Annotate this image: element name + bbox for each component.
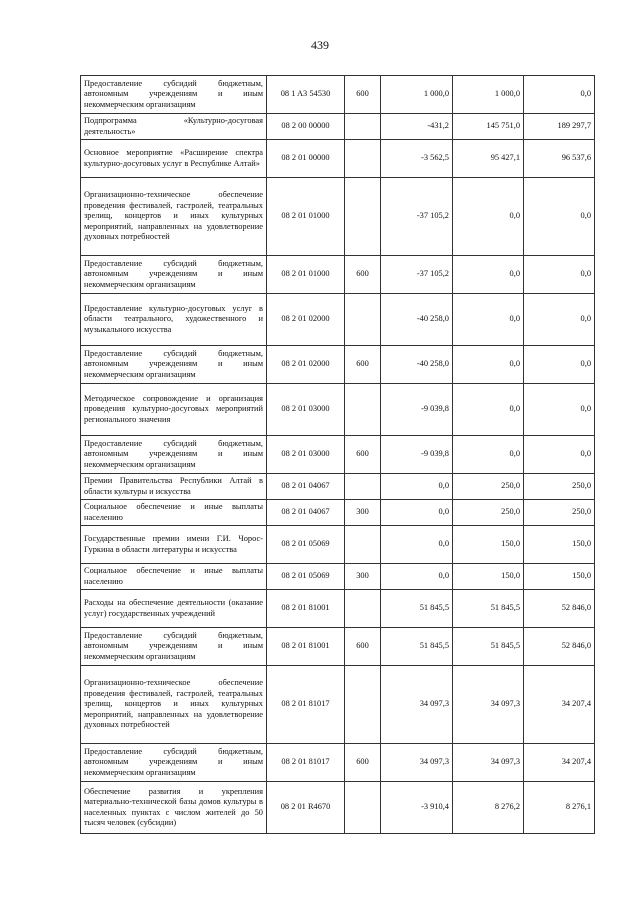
row-value-1: -3 562,5	[381, 140, 453, 178]
row-code: 08 2 01 81001	[267, 590, 345, 628]
row-value-1: 1 000,0	[381, 76, 453, 114]
table-row	[81, 256, 595, 294]
row-expense-type	[345, 140, 381, 178]
row-description: Социальное обеспечение и иные выплаты населению	[81, 564, 267, 590]
row-description: Организационно-техническое обеспечение проведения фестивалей, гастролей, театральных зрелищ, концертов и иных культурных мероприятий, направленных на удовлетворение духовных потребностей	[81, 178, 267, 256]
row-code: 08 2 01 81001	[267, 628, 345, 666]
row-code: 08 2 01 04067	[267, 474, 345, 500]
row-value-3: 250,0	[524, 500, 595, 526]
table-row	[81, 666, 595, 744]
table-row	[81, 384, 595, 436]
row-value-3: 250,0	[524, 474, 595, 500]
row-value-3: 0,0	[524, 178, 595, 256]
row-value-3: 34 207,4	[524, 666, 595, 744]
row-code: 08 2 00 00000	[267, 114, 345, 140]
row-value-3: 150,0	[524, 526, 595, 564]
row-description: Организационно-техническое обеспечение проведения фестивалей, гастролей, театральных зрелищ, концертов и иных культурных мероприятий, направленных на удовлетворение духовных потребностей	[81, 666, 267, 744]
row-value-3: 0,0	[524, 256, 595, 294]
row-value-2: 8 276,2	[453, 782, 524, 834]
row-description: Предоставление субсидий бюджетным, автономным учреждениям и иным некоммерческим организациям	[81, 436, 267, 474]
row-value-1: 51 845,5	[381, 590, 453, 628]
row-description: Предоставление субсидий бюджетным, автономным учреждениям и иным некоммерческим организациям	[81, 76, 267, 114]
row-description: Основное мероприятие «Расширение спектра культурно-досуговых услуг в Республике Алтай»	[81, 140, 267, 178]
row-value-3: 0,0	[524, 436, 595, 474]
row-value-1: 0,0	[381, 526, 453, 564]
row-value-2: 145 751,0	[453, 114, 524, 140]
page-number: 439	[311, 38, 329, 52]
row-value-2: 1 000,0	[453, 76, 524, 114]
row-code: 08 2 01 02000	[267, 294, 345, 346]
row-value-1: 0,0	[381, 500, 453, 526]
row-expense-type	[345, 114, 381, 140]
row-code: 08 2 01 81017	[267, 744, 345, 782]
row-description: Подпрограмма «Культурно-досуговая деятельность»	[81, 114, 267, 140]
row-expense-type	[345, 782, 381, 834]
row-expense-type	[345, 294, 381, 346]
table-row	[81, 628, 595, 666]
row-description: Методическое сопровождение и организация проведения культурно-досуговых мероприятий регионального значения	[81, 384, 267, 436]
row-expense-type	[345, 384, 381, 436]
row-expense-type	[345, 666, 381, 744]
row-value-2: 0,0	[453, 346, 524, 384]
row-value-2: 34 097,3	[453, 666, 524, 744]
row-value-1: -37 105,2	[381, 178, 453, 256]
row-value-2: 250,0	[453, 474, 524, 500]
table-row	[81, 564, 595, 590]
row-value-3: 96 537,6	[524, 140, 595, 178]
row-description: Государственные премии имени Г.И. Чорос-Гуркина в области литературы и искусства	[81, 526, 267, 564]
row-expense-type	[345, 474, 381, 500]
row-description: Предоставление субсидий бюджетным, автономным учреждениям и иным некоммерческим организациям	[81, 744, 267, 782]
table-row	[81, 526, 595, 564]
table-row	[81, 178, 595, 256]
table-row	[81, 346, 595, 384]
row-expense-type: 300	[345, 564, 381, 590]
table-row	[81, 500, 595, 526]
row-value-3: 0,0	[524, 294, 595, 346]
row-value-1: -9 039,8	[381, 384, 453, 436]
row-description: Предоставление субсидий бюджетным, автономным учреждениям и иным некоммерческим организациям	[81, 346, 267, 384]
row-description: Предоставление субсидий бюджетным, автономным учреждениям и иным некоммерческим организациям	[81, 256, 267, 294]
table-row	[81, 114, 595, 140]
row-description: Премии Правительства Республики Алтай в области культуры и искусства	[81, 474, 267, 500]
row-value-2: 0,0	[453, 436, 524, 474]
row-description: Расходы на обеспечение деятельности (оказание услуг) государственных учреждений	[81, 590, 267, 628]
row-value-1: -40 258,0	[381, 346, 453, 384]
row-value-2: 51 845,5	[453, 590, 524, 628]
row-description: Обеспечение развития и укрепления материально-технической базы домов культуры в населенных пунктах с числом жителей до 50 тысяч человек (субсидии)	[81, 782, 267, 834]
row-code: 08 2 01 00000	[267, 140, 345, 178]
row-value-2: 0,0	[453, 294, 524, 346]
table-row	[81, 76, 595, 114]
row-expense-type: 600	[345, 436, 381, 474]
row-value-2: 150,0	[453, 564, 524, 590]
row-expense-type	[345, 590, 381, 628]
budget-table-body	[81, 76, 595, 834]
row-code: 08 2 01 R4670	[267, 782, 345, 834]
row-value-3: 52 846,0	[524, 628, 595, 666]
row-code: 08 2 01 02000	[267, 346, 345, 384]
row-code: 08 2 01 05069	[267, 526, 345, 564]
row-code: 08 2 01 05069	[267, 564, 345, 590]
row-value-2: 34 097,3	[453, 744, 524, 782]
row-value-3: 150,0	[524, 564, 595, 590]
row-value-1: 34 097,3	[381, 666, 453, 744]
row-value-1: -431,2	[381, 114, 453, 140]
row-code: 08 2 01 01000	[267, 256, 345, 294]
table-row	[81, 474, 595, 500]
row-value-1: -3 910,4	[381, 782, 453, 834]
row-value-2: 0,0	[453, 384, 524, 436]
row-value-1: -9 039,8	[381, 436, 453, 474]
row-expense-type: 600	[345, 256, 381, 294]
row-description: Социальное обеспечение и иные выплаты населению	[81, 500, 267, 526]
row-value-1: -37 105,2	[381, 256, 453, 294]
row-code: 08 2 01 03000	[267, 436, 345, 474]
row-value-3: 0,0	[524, 76, 595, 114]
row-expense-type: 600	[345, 628, 381, 666]
row-value-3: 0,0	[524, 346, 595, 384]
row-value-2: 95 427,1	[453, 140, 524, 178]
row-expense-type	[345, 178, 381, 256]
row-description: Предоставление культурно-досуговых услуг в области театрального, художественного и музыкального искусства	[81, 294, 267, 346]
row-code: 08 2 01 81017	[267, 666, 345, 744]
row-value-3: 189 297,7	[524, 114, 595, 140]
row-value-3: 0,0	[524, 384, 595, 436]
row-code: 08 2 01 04067	[267, 500, 345, 526]
row-value-1: -40 258,0	[381, 294, 453, 346]
row-expense-type: 300	[345, 500, 381, 526]
table-row	[81, 436, 595, 474]
row-value-1: 0,0	[381, 474, 453, 500]
row-value-2: 51 845,5	[453, 628, 524, 666]
row-value-1: 0,0	[381, 564, 453, 590]
row-value-2: 150,0	[453, 526, 524, 564]
row-code: 08 2 01 01000	[267, 178, 345, 256]
table-row	[81, 140, 595, 178]
budget-table	[80, 75, 595, 834]
row-value-3: 8 276,1	[524, 782, 595, 834]
row-value-1: 51 845,5	[381, 628, 453, 666]
row-expense-type	[345, 526, 381, 564]
row-expense-type: 600	[345, 744, 381, 782]
row-value-3: 34 207,4	[524, 744, 595, 782]
row-expense-type: 600	[345, 346, 381, 384]
row-code: 08 1 A3 54530	[267, 76, 345, 114]
row-value-1: 34 097,3	[381, 744, 453, 782]
row-value-2: 0,0	[453, 256, 524, 294]
table-row	[81, 590, 595, 628]
row-description: Предоставление субсидий бюджетным, автономным учреждениям и иным некоммерческим организациям	[81, 628, 267, 666]
table-row	[81, 782, 595, 834]
row-expense-type: 600	[345, 76, 381, 114]
row-value-3: 52 846,0	[524, 590, 595, 628]
table-row	[81, 294, 595, 346]
table-row	[81, 744, 595, 782]
row-value-2: 250,0	[453, 500, 524, 526]
row-value-2: 0,0	[453, 178, 524, 256]
row-code: 08 2 01 03000	[267, 384, 345, 436]
